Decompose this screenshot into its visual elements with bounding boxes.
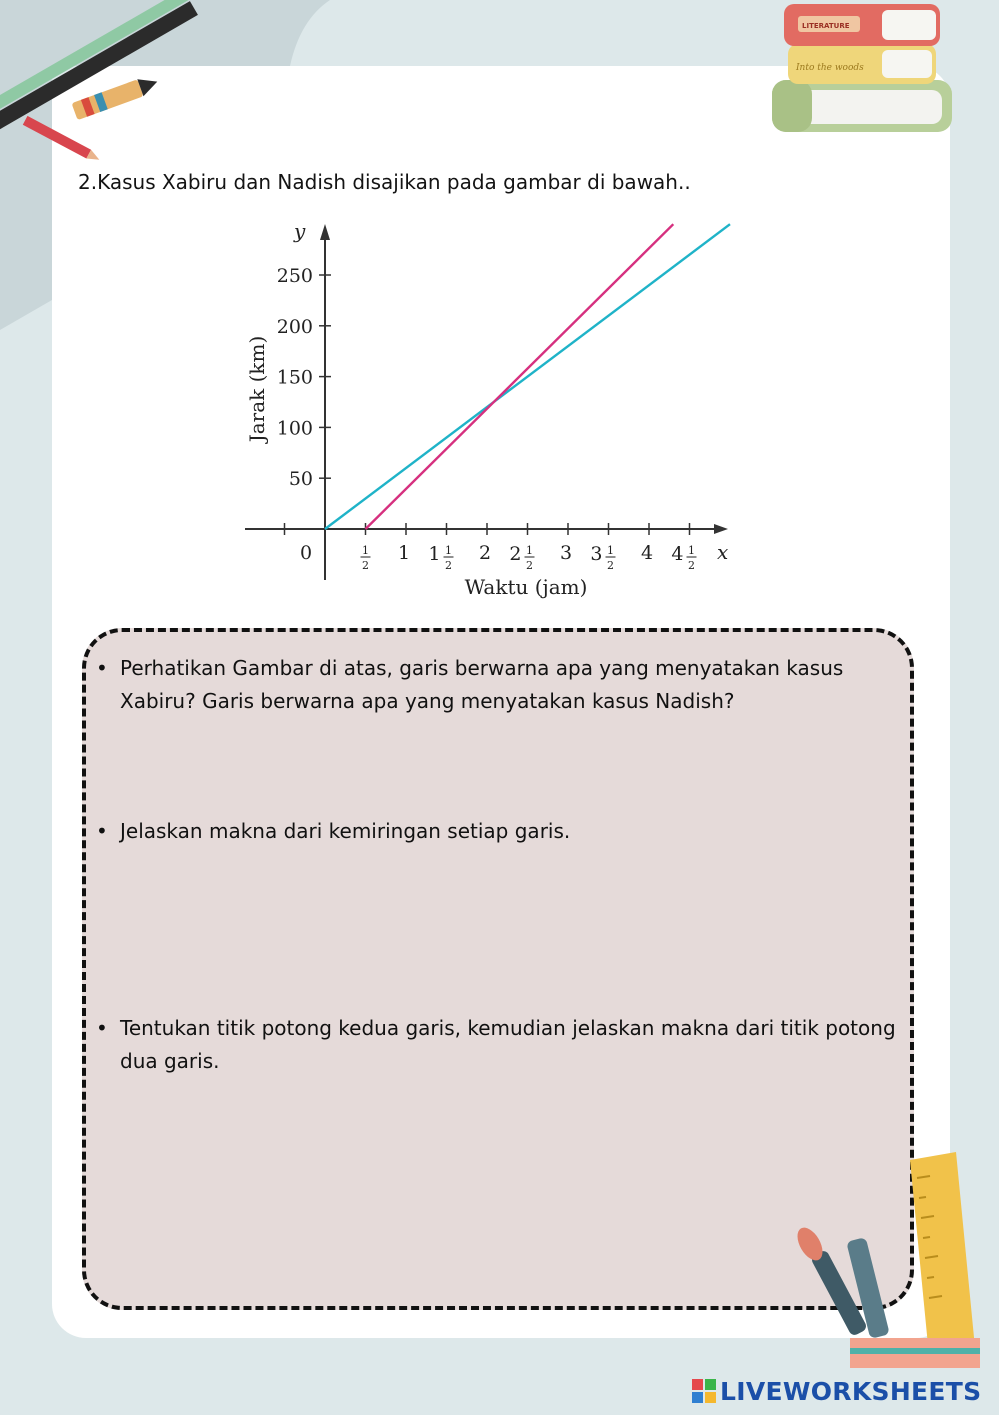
y-tick-label: 200 [276,315,313,338]
tick-whole: 1 [397,542,411,564]
brush-icon [792,1223,889,1339]
stationery-decoration [780,1148,999,1368]
origin-label: 0 [299,542,313,564]
tick-whole: 4 [640,542,654,564]
tick-numerator: 1 [526,544,533,557]
book-icon [788,44,936,84]
tick-denominator: 2 [362,559,369,572]
x-tick-label [361,544,371,572]
x-tick-label [428,543,453,572]
y-tick-label: 50 [288,468,313,491]
y-tick-label: 150 [276,366,313,389]
tick-numerator: 1 [445,544,452,557]
tick-numerator: 1 [688,544,695,557]
task-item-2: • Jelaskan makna dari kemiringan setiap garis. [120,815,920,848]
y-tick-label: 100 [276,417,313,440]
x-tick-label [560,542,572,564]
tick-whole: 3 [590,543,603,565]
books-decoration [762,0,972,150]
tick-denominator: 2 [526,559,533,572]
pencils-decoration [0,0,200,170]
series-line-2 [366,224,674,529]
chart-axes [245,224,728,580]
x-axis-label: Waktu (jam) [464,575,588,599]
series-line-1 [325,224,730,529]
x-axis-symbol: x [717,540,729,564]
x-tick-label [398,542,410,564]
ruler-icon [910,1152,976,1366]
book-icon [784,4,940,46]
tick-whole: 3 [559,542,573,564]
pencil-icon [23,116,102,164]
task-item-3: • Tentukan titik potong kedua garis, kemudian jelaskan makna dari titik potong dua garis. [120,1012,920,1078]
chart-series [325,224,730,529]
x-tick-label [479,542,491,564]
footer-brand[interactable] [692,1374,981,1408]
brand-name: LIVEWORKSHEETS [720,1376,982,1406]
task-item-1: • Perhatikan Gambar di atas, garis berwarna apa yang menyatakan kasus Xabiru? Garis berwarna apa yang menyatakan kasus Nadish? [120,652,920,718]
tick-whole: 2 [509,543,522,565]
question-title: 2.Kasus Xabiru dan Nadish disajikan pada gambar di bawah.. [78,170,691,194]
book-label: Into the woods [796,63,864,73]
book-icon [772,80,952,132]
liveworksheets-logo-icon [692,1379,716,1403]
tick-whole: 1 [428,543,441,565]
tick-denominator: 2 [688,559,695,572]
tick-whole: 2 [478,542,492,564]
tick-denominator: 2 [607,559,614,572]
x-tick-label [509,543,534,572]
tick-numerator: 1 [362,544,369,557]
pencil-cup-icon [850,1338,980,1368]
y-axis-arrow [320,224,330,240]
x-tick-label [590,543,615,572]
distance-time-chart [230,210,750,610]
x-axis-arrow [714,524,728,534]
y-axis-symbol: y [294,219,306,243]
book-label: LITERATURE [802,22,850,30]
x-tick-label [641,542,653,564]
x-tick-label [671,543,696,572]
tick-denominator: 2 [445,559,452,572]
tick-whole: 4 [671,543,684,565]
tick-numerator: 1 [607,544,614,557]
y-tick-label: 250 [276,265,313,287]
y-axis-label: Jarak (km) [245,335,269,443]
